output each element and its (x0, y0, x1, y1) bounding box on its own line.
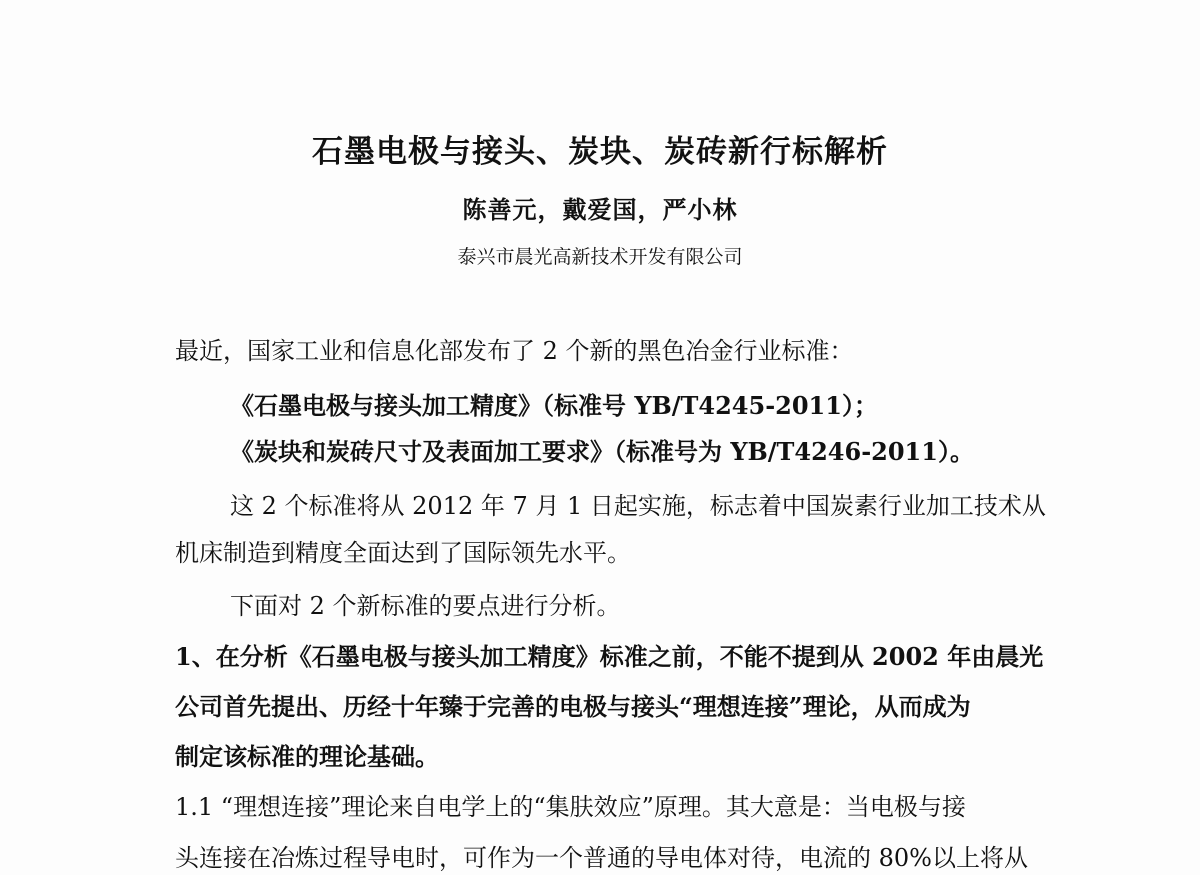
paragraph-effect-line-1: 这 2 个标准将从 2012 年 7 月 1 日起实施，标志着中国炭素行业加工技术从 (230, 492, 1046, 520)
paragraph-effect-line-2: 机床制造到精度全面达到了国际领先水平。 (175, 539, 631, 567)
authors: 陈善元，戴爱国，严小林 (462, 195, 738, 224)
subsection-1-1-line-2: 头连接在冶炼过程导电时，可作为一个普通的导电体对待，电流的 80%以上将从 (175, 844, 1028, 872)
paragraph-analysis-intro: 下面对 2 个新标准的要点进行分析。 (230, 592, 621, 620)
section-1-heading-line-3: 制定该标准的理论基础。 (175, 742, 439, 771)
paragraph-intro: 最近，国家工业和信息化部发布了 2 个新的黑色冶金行业标准： (175, 337, 854, 365)
subsection-1-1-line-1: 1.1 “理想连接”理论来自电学上的“集肤效应”原理。其大意是：当电极与接 (175, 793, 966, 821)
affiliation: 泰兴市晨光高新技术开发有限公司 (457, 246, 743, 268)
section-1-heading-line-2: 公司首先提出、历经十年臻于完善的电极与接头“理想连接”理论，从而成为 (175, 692, 971, 721)
section-1-heading-line-1: 1、在分析《石墨电极与接头加工精度》标准之前，不能不提到从 2002 年由晨光 (175, 642, 1044, 671)
standard-item-1: 《石墨电极与接头加工精度》（标准号 YB/T4245-2011）； (230, 391, 878, 420)
standard-item-2: 《炭块和炭砖尺寸及表面加工要求》（标准号为 YB/T4246-2011）。 (230, 437, 974, 466)
page-title: 石墨电极与接头、炭块、炭砖新行标解析 (312, 134, 888, 170)
